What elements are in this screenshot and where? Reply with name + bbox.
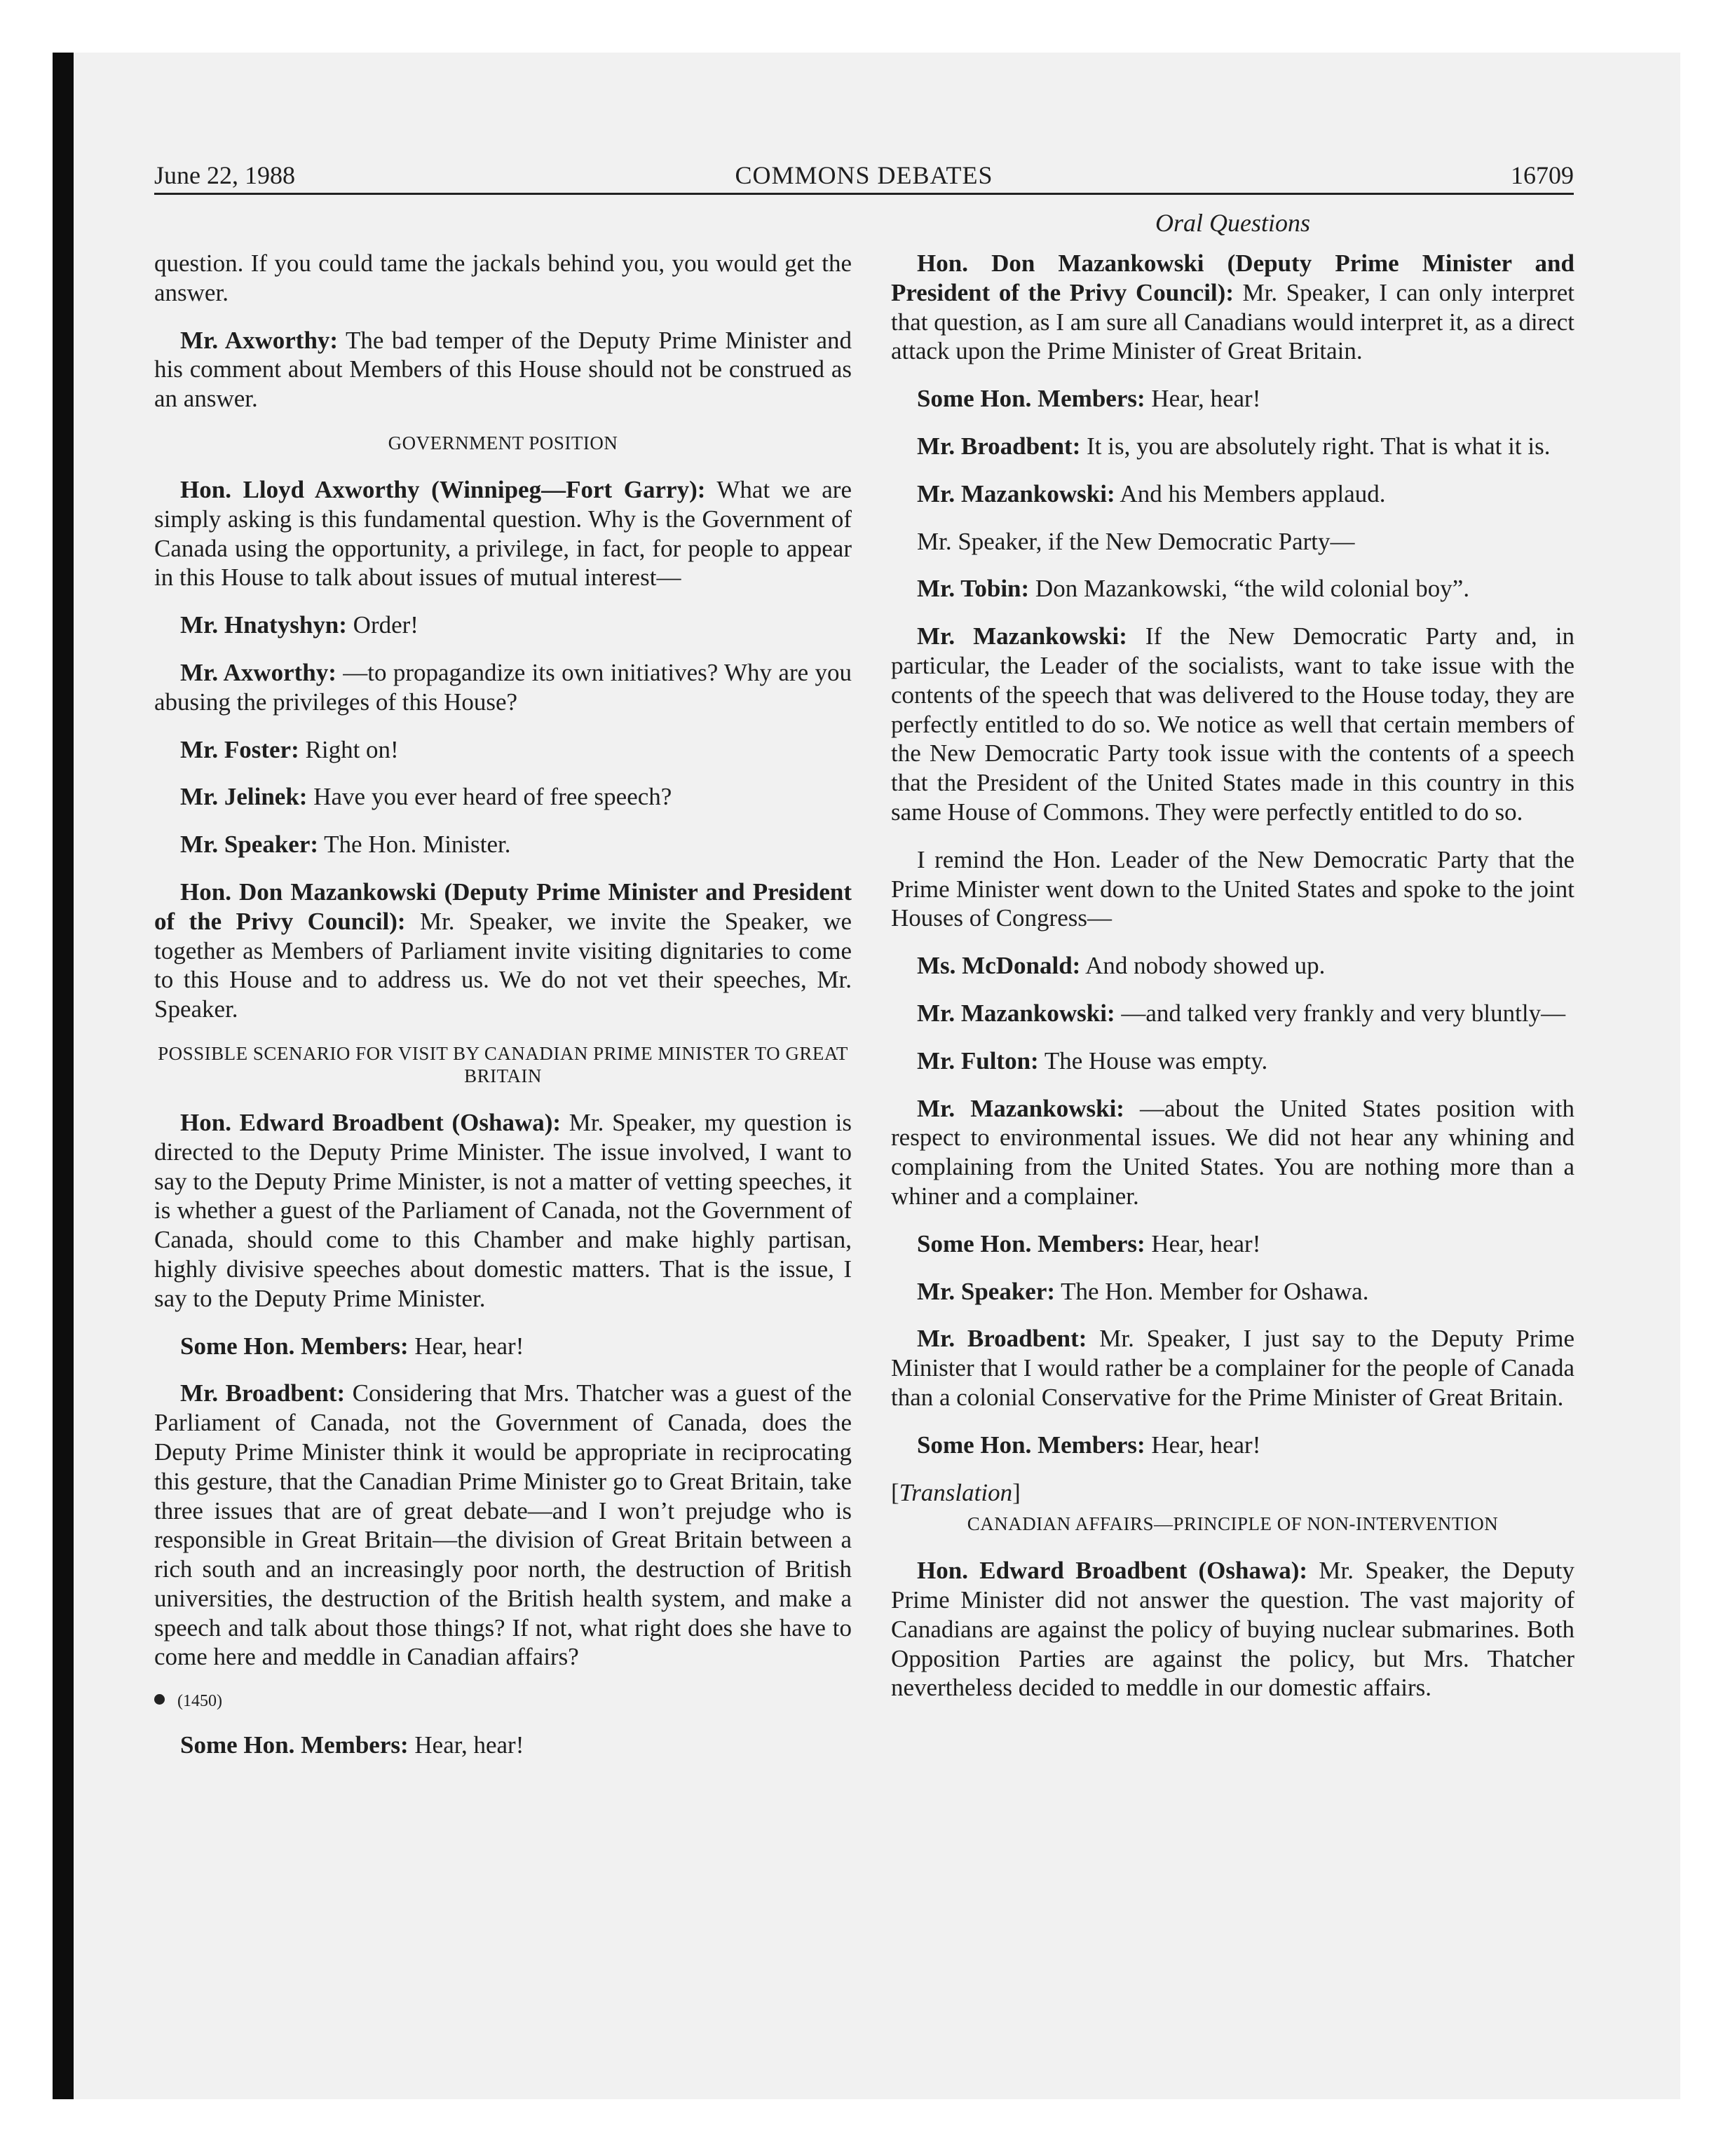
speaker-name: Some Hon. Members:	[180, 1332, 409, 1360]
paragraph-text: The House was empty.	[1038, 1046, 1268, 1074]
translation-note: [Translation]	[891, 1478, 1021, 1506]
scan-border	[53, 53, 74, 2099]
paragraph-text: Hear, hear!	[1145, 1229, 1261, 1257]
debate-paragraph	[891, 384, 1574, 414]
section-heading: POSSIBLE SCENARIO FOR VISIT BY CANADIAN PRIME MINISTER TO GREAT BRITAIN	[158, 1042, 848, 1086]
debate-paragraph	[154, 1731, 852, 1760]
paragraph-text: Order!	[346, 611, 419, 639]
debate-paragraph	[154, 610, 852, 640]
speaker-name: Some Hon. Members:	[180, 1731, 409, 1759]
speaker-name: Hon. Don Mazankowski (Deputy Prime Minister and President of the Privy Council):	[154, 878, 852, 935]
debate-paragraph	[154, 830, 852, 859]
paragraph-text: —and talked very frankly and very bluntly—	[1115, 999, 1566, 1027]
debate-paragraph	[154, 658, 852, 717]
debate-paragraph	[154, 249, 852, 308]
speaker-name: Mr. Axworthy:	[180, 658, 336, 686]
debate-paragraph	[891, 1556, 1574, 1703]
debate-paragraph	[891, 622, 1574, 827]
paragraph-text: The Hon. Member for Oshawa.	[1055, 1277, 1369, 1305]
paragraph-text: —about the United States position with respect to environmental issues. We did not hear any whining and complaining from the United States. You are nothing more than a whiner and a complainer.	[891, 1094, 1574, 1210]
speaker-name: Some Hon. Members:	[917, 1229, 1145, 1257]
speaker-name: Hon. Edward Broadbent (Oshawa):	[180, 1108, 562, 1136]
timestamp-text: (1450)	[177, 1692, 222, 1711]
debate-paragraph	[891, 249, 1574, 366]
debate-paragraph	[891, 574, 1574, 603]
paragraph-text: Right on!	[299, 735, 399, 763]
debate-paragraph	[154, 735, 852, 765]
paragraph-text: question. If you could tame the jackals behind you, you would get the answer.	[154, 250, 852, 306]
bullet-icon	[154, 1694, 165, 1705]
speaker-name: Mr. Mazankowski:	[917, 479, 1115, 507]
paragraph-text: And his Members applaud.	[1115, 479, 1386, 507]
debate-paragraph	[154, 1379, 852, 1672]
speaker-name: Ms. McDonald:	[917, 952, 1081, 980]
debate-paragraph	[154, 326, 852, 414]
debate-paragraph	[891, 1431, 1574, 1460]
section-label: Oral Questions	[1155, 209, 1310, 237]
debate-paragraph	[891, 1324, 1574, 1412]
debate-paragraph	[154, 782, 852, 812]
speaker-name: Mr. Speaker:	[180, 831, 319, 859]
right-column	[891, 249, 1574, 1721]
debate-paragraph	[891, 527, 1574, 557]
paragraph-text: Hear, hear!	[1145, 385, 1261, 413]
speaker-name: Mr. Hnatyshyn:	[180, 611, 347, 639]
paragraph-text: Don Mazankowski, “the wild colonial boy”.	[1029, 575, 1470, 603]
paragraph-text: What we are simply asking is this fundamental question. Why is the Government of Canada using the opportunity, a privilege, in fact, for people to appear in this House to talk about issues of mutual interest—	[154, 475, 852, 592]
paragraph-text: Mr. Speaker, we invite the Speaker, we together as Members of Parliament invite visiting dignitaries to come to this House and to address us. We do not vet their speeches, Mr. Speaker.	[154, 907, 852, 1023]
debate-paragraph	[891, 1046, 1574, 1076]
header-page-number: 16709	[1511, 161, 1574, 189]
header-date: June 22, 1988	[154, 161, 295, 189]
document-page	[53, 53, 1680, 2099]
paragraph-text: Considering that Mrs. Thatcher was a guest of the Parliament of Canada, not the Government of Canada, does the Deputy Prime Minister think it would be appropriate in reciprocating this gesture, that the Canadian Prime Minister go to Great Britain, take three issues that are of great debate—and I won’t prejudge who is responsible in Great Britain—the division of Great Britain between a rich south and an increasingly poor north, the destruction of British universities, the destruction of the British health system, and make a speech and talk about those things? If not, what right does she have to come here and meddle in Canadian affairs?	[154, 1379, 852, 1671]
debate-paragraph	[891, 479, 1574, 509]
speaker-name: Mr. Broadbent:	[917, 432, 1081, 460]
speaker-name: Mr. Mazankowski:	[917, 622, 1127, 650]
section-heading: GOVERNMENT POSITION	[388, 432, 618, 453]
debate-paragraph	[891, 1277, 1574, 1306]
paragraph-text: Mr. Speaker, the Deputy Prime Minister did not answer the question. The vast majority of Canadians are against the policy of buying nuclear submarines. Both Opposition Parties are against the policy, but Mrs. Thatcher nevertheless decided to meddle in our domestic affairs.	[891, 1557, 1574, 1702]
speaker-name: Mr. Broadbent:	[180, 1379, 346, 1407]
debate-paragraph	[154, 475, 852, 592]
speaker-name: Mr. Fulton:	[917, 1046, 1039, 1074]
paragraph-text: Mr. Speaker, if the New Democratic Party—	[917, 527, 1355, 555]
speaker-name: Mr. Foster:	[180, 735, 299, 763]
left-column	[154, 249, 852, 1778]
debate-paragraph	[154, 878, 852, 1024]
section-heading: CANADIAN AFFAIRS—PRINCIPLE OF NON-INTERVENTION	[967, 1513, 1499, 1535]
speaker-name: Mr. Axworthy:	[180, 326, 339, 354]
paragraph-text: It is, you are absolutely right. That is what it is.	[1080, 432, 1551, 460]
speaker-name: Mr. Mazankowski:	[917, 1094, 1124, 1122]
debate-paragraph	[891, 951, 1574, 981]
translation-label: Translation	[899, 1478, 1013, 1506]
debate-paragraph	[891, 432, 1574, 461]
speaker-name: Hon. Don Mazankowski (Deputy Prime Minister and President of the Privy Council):	[891, 250, 1574, 306]
paragraph-text: Mr. Speaker, my question is directed to the Deputy Prime Minister. The issue involved, I want to say to the Deputy Prime Minister, is not a matter of vetting speeches, it is whether a guest of the Parliament of Canada, not the Government of Canada, should come to this Chamber and make highly partisan, highly divisive speeches about domestic matters. That is the issue, I say to the Deputy Prime Minister.	[154, 1108, 852, 1312]
paragraph-text: Mr. Speaker, I just say to the Deputy Prime Minister that I would rather be a complainer for the people of Canada than a colonial Conservative for the Prime Minister of Great Britain.	[891, 1325, 1574, 1411]
paragraph-text: Hear, hear!	[1145, 1431, 1261, 1459]
paragraph-text: The bad temper of the Deputy Prime Minister and his comment about Members of this House should not be construed as an answer.	[154, 326, 852, 413]
paragraph-text: And nobody showed up.	[1080, 952, 1326, 980]
paragraph-text: The Hon. Minister.	[318, 831, 511, 859]
debate-paragraph	[154, 1108, 852, 1314]
debate-paragraph	[154, 1332, 852, 1361]
paragraph-text: Hear, hear!	[408, 1731, 524, 1759]
speaker-name: Hon. Edward Broadbent (Oshawa):	[917, 1557, 1308, 1585]
speaker-name: Mr. Tobin:	[917, 575, 1030, 603]
paragraph-text: I remind the Hon. Leader of the New Democratic Party that the Prime Minister went down to the United States and spoke to the joint Houses of Congress—	[891, 845, 1574, 932]
debate-paragraph	[891, 999, 1574, 1028]
speaker-name: Mr. Jelinek:	[180, 783, 308, 811]
speaker-name: Hon. Lloyd Axworthy (Winnipeg—Fort Garry):	[180, 475, 706, 503]
paragraph-text: —to propagandize its own initiatives? Why are you abusing the privileges of this House?	[154, 658, 852, 716]
speaker-name: Some Hon. Members:	[917, 385, 1145, 413]
speaker-name: Mr. Broadbent:	[917, 1325, 1087, 1353]
speaker-name: Mr. Mazankowski:	[917, 999, 1115, 1027]
page-header	[154, 158, 1574, 195]
paragraph-text: Have you ever heard of free speech?	[307, 783, 672, 811]
paragraph-text: Hear, hear!	[408, 1332, 524, 1360]
paragraph-text: Mr. Speaker, I can only interpret that question, as I am sure all Canadians would interpret it, as a direct attack upon the Prime Minister of Great Britain.	[891, 278, 1574, 365]
header-title: COMMONS DEBATES	[735, 161, 993, 189]
debate-paragraph	[891, 845, 1574, 933]
timestamp	[154, 1690, 852, 1712]
debate-paragraph	[891, 1229, 1574, 1259]
debate-paragraph	[891, 1094, 1574, 1211]
paragraph-text: If the New Democratic Party and, in particular, the Leader of the socialists, want to take issue with the contents of the speech that was delivered to the House today, they are perfectly entitled to do so. We notice as well that certain members of the New Democratic Party took issue with the contents of a speech that the President of the United States made in this country in this same House of Commons. They were perfectly entitled to do so.	[891, 622, 1574, 826]
speaker-name: Some Hon. Members:	[917, 1431, 1145, 1459]
speaker-name: Mr. Speaker:	[917, 1277, 1056, 1305]
